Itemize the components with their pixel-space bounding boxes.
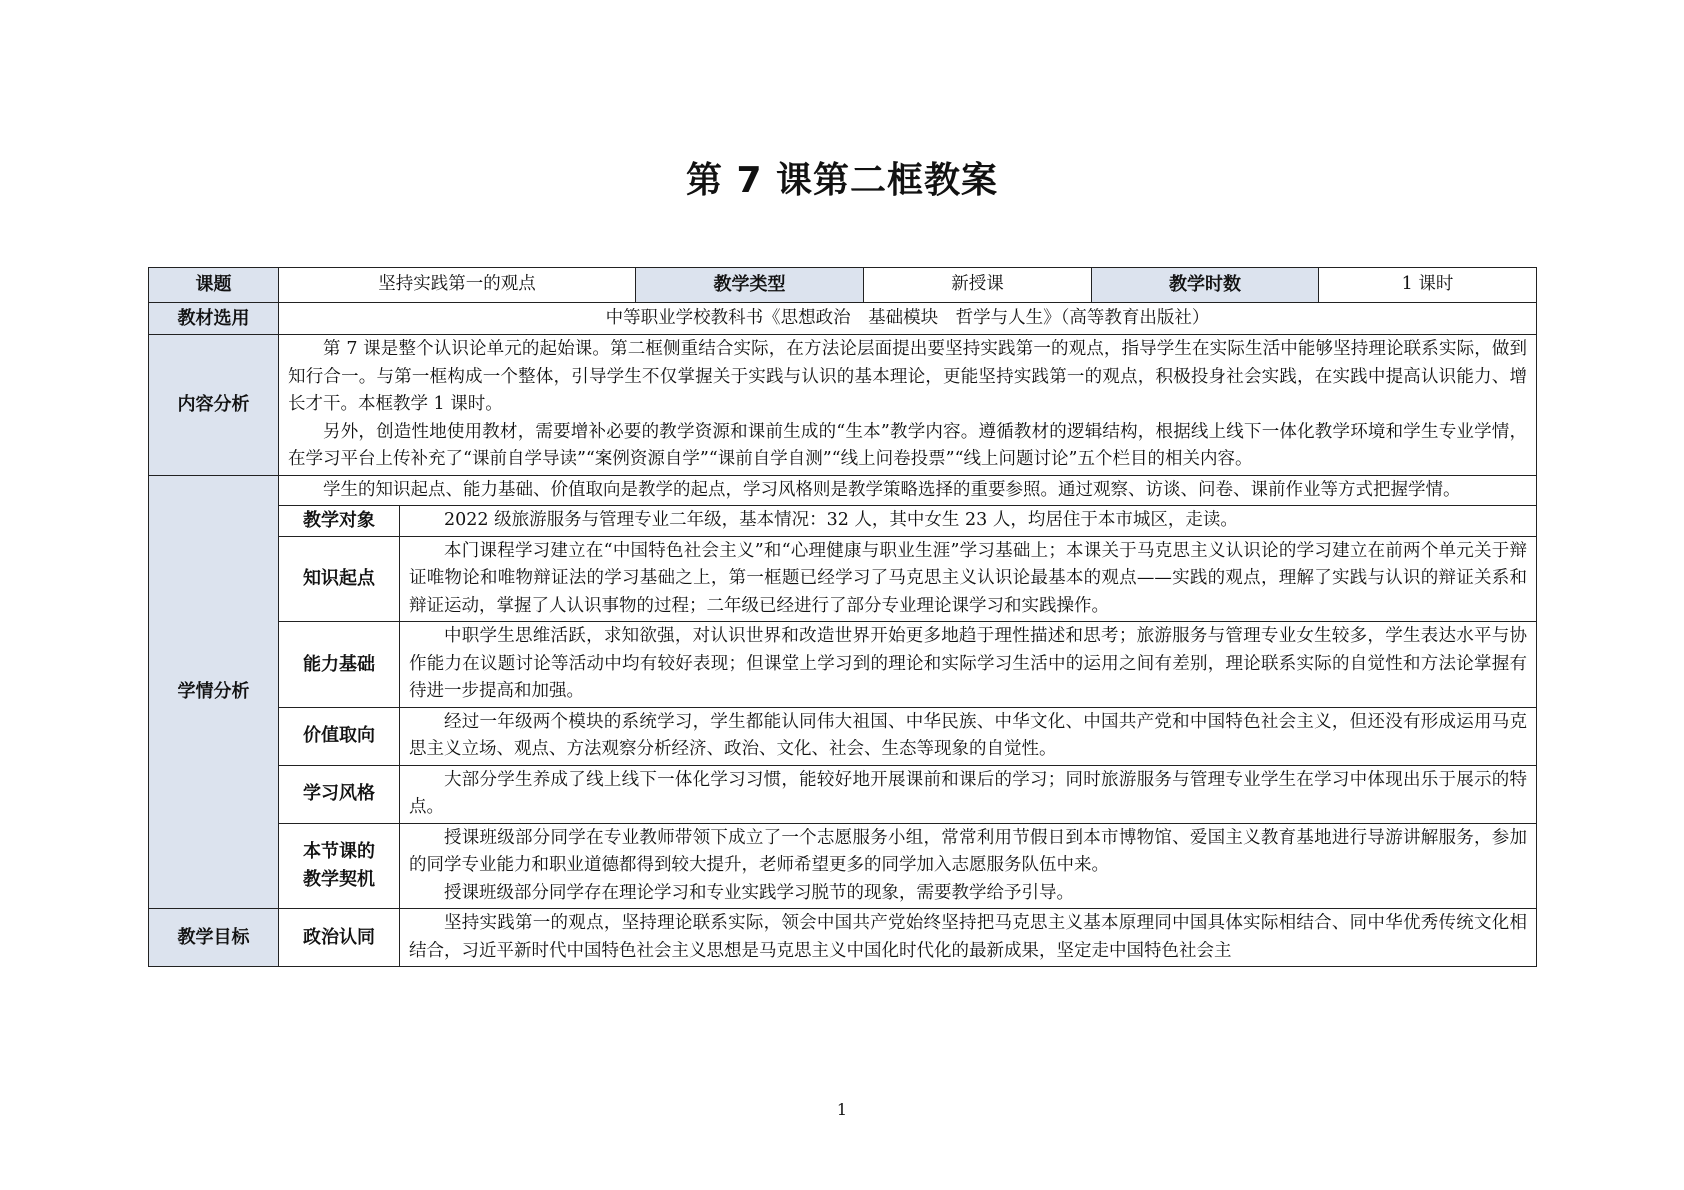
learner-ability-label: 能力基础: [279, 622, 400, 708]
learner-knowledge-label: 知识起点: [279, 536, 400, 622]
political-identity-text: [400, 909, 1537, 967]
political-identity-label: 政治认同: [279, 909, 400, 967]
learner-target-text: [400, 506, 1537, 537]
learner-style-text: [400, 765, 1537, 823]
textbook-row: [149, 303, 1537, 335]
learner-row-style: [149, 765, 1537, 823]
political-identity-paragraph: 坚持实践第一的观点，坚持理论联系实际，领会中国共产党始终坚持把马克思主义基本原理同中国具体实际相结合、同中华优秀传统文化相结合，习近平新时代中国特色社会主义思想是马克思主义中国化时代化的最新成果，坚定走中国特色社会主: [409, 913, 1527, 961]
learner-knowledge-text: [400, 536, 1537, 622]
learner-target-paragraph: 2022 级旅游服务与管理专业二年级，基本情况：32 人，其中女生 23 人，均居住于本市城区，走读。: [444, 510, 1238, 530]
teaching-hours-label: 教学时数: [1092, 268, 1319, 303]
learner-row-values: [149, 707, 1537, 765]
learner-intro-row: [149, 475, 1537, 506]
learner-style-label: 学习风格: [279, 765, 400, 823]
topic-label: 课题: [149, 268, 279, 303]
content-analysis-label: 内容分析: [149, 335, 279, 476]
learner-ability-paragraph: 中职学生思维活跃，求知欲强，对认识世界和改造世界开始更多地趋于理性描述和思考；旅游服务与管理专业女生较多，学生表达水平与协作能力在议题讨论等活动中均有较好表现；但课堂上学习到的理论和实际学习生活中的运用之间有差别，理论联系实际的自觉性和方法论掌握有待进一步提高和加强。: [409, 626, 1527, 701]
page-number: 1: [836, 1100, 848, 1119]
learner-row-ability: [149, 622, 1537, 708]
teaching-type-label: 教学类型: [636, 268, 864, 303]
learner-opportunity-paragraph: 授课班级部分同学存在理论学习和专业实践学习脱节的现象，需要教学给予引导。: [444, 882, 1074, 903]
lesson-plan-table: [148, 267, 1537, 967]
learner-opportunity-paragraph: 授课班级部分同学在专业教师带领下成立了一个志愿服务小组，常常利用节假日到本市博物馆、爱国主义教育基地进行导游讲解服务，参加的同学专业能力和职业道德都得到较大提升，老师希望更多的同学加入志愿服务队伍中来。: [409, 827, 1527, 875]
learner-opportunity-label: [279, 823, 400, 909]
textbook-value: 中等职业学校教科书《思想政治 基础模块 哲学与人生》（高等教育出版社）: [279, 303, 1537, 335]
learner-ability-text: [400, 622, 1537, 708]
teaching-goals-row: [149, 909, 1537, 967]
teaching-type-value: 新授课: [864, 268, 1092, 303]
learner-analysis-label: 学情分析: [149, 475, 279, 909]
topic-value: 坚持实践第一的观点: [279, 268, 636, 303]
learner-analysis-intro-text: 学生的知识起点、能力基础、价值取向是教学的起点，学习风格则是教学策略选择的重要参照。通过观察、访谈、问卷、课前作业等方式把握学情。: [323, 479, 1461, 500]
learner-row-opportunity: [149, 823, 1537, 909]
textbook-label: 教材选用: [149, 303, 279, 335]
content-analysis-text: [279, 335, 1537, 476]
learner-opportunity-text: [400, 823, 1537, 909]
learner-values-label: 价值取向: [279, 707, 400, 765]
teaching-hours-value: 1 课时: [1319, 268, 1537, 303]
content-analysis-paragraph: 另外，创造性地使用教材，需要增补必要的教学资源和课前生成的“生本”教学内容。遵循教材的逻辑结构，根据线上线下一体化教学环境和学生专业学情，在学习平台上传补充了“课前自学导读”“案例资源自学”“课前自学自测”“线上问卷投票”“线上问题讨论”五个栏目的相关内容。: [288, 421, 1527, 469]
learner-values-text: [400, 707, 1537, 765]
header-row: [149, 268, 1537, 303]
content-analysis-paragraph: 第 7 课是整个认识论单元的起始课。第二框侧重结合实际，在方法论层面提出要坚持实践第一的观点，指导学生在实际生活中能够坚持理论联系实际，做到知行合一。与第一框构成一个整体，引导学生不仅掌握关于实践与认识的基本理论，更能坚持实践第一的观点，积极投身社会实践，在实践中提高认识能力、增长才干。本框教学 1 课时。: [288, 339, 1527, 414]
learner-analysis-intro: [279, 475, 1537, 506]
learner-opportunity-label-line: 教学契机: [303, 868, 375, 890]
learner-row-target: [149, 506, 1537, 537]
learner-target-label: 教学对象: [279, 506, 400, 537]
learner-values-paragraph: 经过一年级两个模块的系统学习，学生都能认同伟大祖国、中华民族、中华文化、中国共产党和中国特色社会主义，但还没有形成运用马克思主义立场、观点、方法观察分析经济、政治、文化、社会、生态等现象的自觉性。: [409, 711, 1527, 759]
content-analysis-row: [149, 335, 1537, 476]
page-title: 第 7 课第二框教案: [685, 160, 999, 201]
learner-row-knowledge: [149, 536, 1537, 622]
learner-opportunity-label-line: 本节课的: [303, 841, 375, 863]
learner-style-paragraph: 大部分学生养成了线上线下一体化学习习惯，能较好地开展课前和课后的学习；同时旅游服务与管理专业学生在学习中体现出乐于展示的特点。: [409, 769, 1527, 817]
teaching-goals-label: 教学目标: [149, 909, 279, 967]
learner-knowledge-paragraph: 本门课程学习建立在“中国特色社会主义”和“心理健康与职业生涯”学习基础上；本课关于马克思主义认识论的学习建立在前两个单元关于辩证唯物论和唯物辩证法的学习基础之上，第一框题已经学习了马克思主义认识论最基本的观点——实践的观点，理解了实践与认识的辩证关系和辩证运动，掌握了人认识事物的过程；二年级已经进行了部分专业理论课学习和实践操作。: [409, 540, 1527, 616]
